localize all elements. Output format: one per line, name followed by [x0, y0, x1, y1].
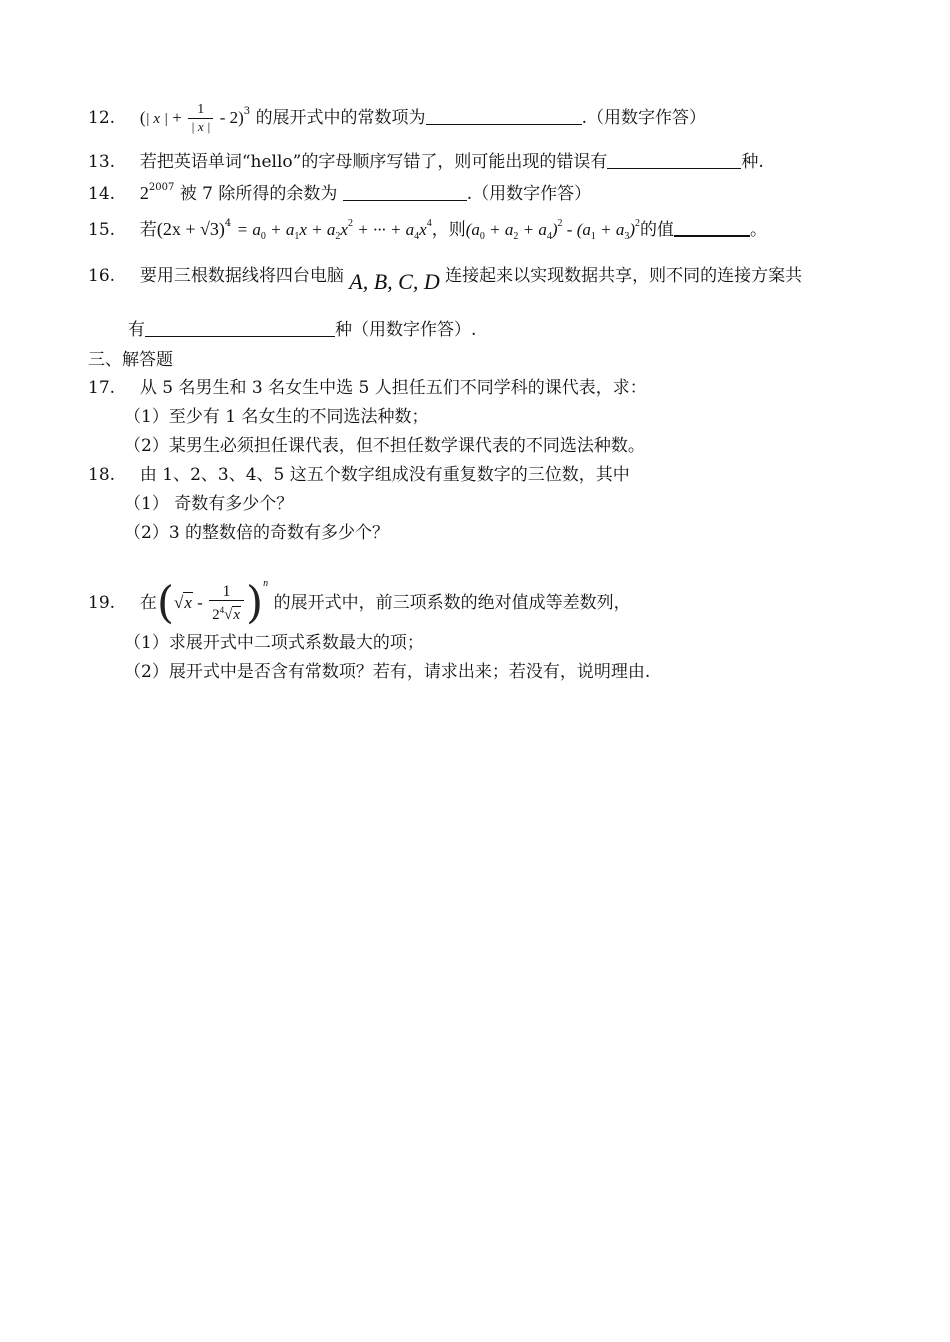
- formula-sub: 4: [414, 231, 420, 242]
- formula-sub: 0: [479, 231, 485, 242]
- formula-rhs: [236, 218, 432, 242]
- fraction-denominator: | x |: [188, 118, 213, 135]
- question-mid: ，则: [431, 220, 466, 240]
- formula-plus: +: [167, 108, 187, 127]
- formula-sub: 2: [335, 231, 341, 242]
- formula-lhs-exponent: 4: [224, 218, 232, 229]
- question-number: 13.: [88, 152, 116, 172]
- question-tail: 种.: [741, 152, 764, 172]
- question-text: 的展开式中的常数项为: [255, 108, 426, 128]
- formula-part: + a: [518, 220, 547, 239]
- formula-part: x + a: [299, 220, 336, 239]
- question-text-continued: 连接起来以实现数据共享，则不同的连接方案共: [445, 266, 803, 286]
- formula-paren-open: (: [156, 577, 175, 629]
- question-19: [88, 562, 631, 629]
- formula-sub: 1: [294, 231, 300, 242]
- formula-part: (a: [465, 220, 480, 239]
- question-16: [88, 264, 802, 294]
- formula-part: + a: [484, 220, 514, 239]
- question-13: [88, 150, 764, 174]
- formula-sup: 2: [557, 218, 563, 229]
- question-number: 14.: [88, 184, 116, 204]
- formula-sub: 4: [546, 231, 552, 242]
- question-number: 15.: [88, 220, 116, 240]
- answer-blank[interactable]: [607, 152, 741, 169]
- section-title: 三、解答题: [88, 350, 173, 370]
- answer-blank[interactable]: [426, 108, 582, 125]
- fraction-numerator: 1: [222, 582, 231, 600]
- question-number: 18.: [88, 465, 116, 485]
- question-number: 16.: [88, 266, 116, 286]
- question-text: 的值: [640, 220, 675, 240]
- question-number: 17.: [88, 378, 116, 398]
- question-text: 被 7 除所得的余数为: [179, 184, 338, 204]
- question-16-line-2: [128, 318, 476, 342]
- formula-lhs: (2x + √3): [156, 219, 225, 239]
- formula-part: x: [419, 220, 427, 239]
- question-12: [88, 100, 706, 135]
- formula-sup: 2: [635, 218, 641, 229]
- fraction-denominator: [209, 600, 244, 624]
- formula-part: ): [551, 220, 558, 239]
- formula-sub: 2: [513, 231, 519, 242]
- question-text: 若把英语单词“hello”的字母顺序写错了，则可能出现的错误有: [139, 152, 608, 172]
- formula-part: - (a: [562, 220, 591, 239]
- formula-sup: 2: [347, 218, 353, 229]
- formula-part: + ··· + a: [352, 220, 415, 239]
- question-text: 从 5 名男生和 3 名女生中选 5 人担任五们不同学科的课代表，求：: [139, 378, 647, 398]
- answer-blank[interactable]: [674, 219, 750, 237]
- formula-exponent: 2007: [148, 182, 175, 193]
- question-18-part-1: （1） 奇数有多少个？: [124, 494, 294, 514]
- formula-part: x: [340, 220, 348, 239]
- question-17: [88, 376, 647, 400]
- answer-blank[interactable]: [145, 320, 335, 337]
- formula-base: 2: [139, 183, 149, 203]
- question-15: [88, 212, 767, 249]
- question-17-part-2: （2）某男生必须担任课代表，但不担任数学课代表的不同选法种数。: [124, 436, 645, 456]
- formula-expression: [465, 218, 641, 242]
- formula-sub: 1: [590, 231, 596, 242]
- question-text: 要用三根数据线将四台电脑: [139, 266, 344, 286]
- formula-minus: -: [192, 593, 208, 612]
- question-18-part-2: （2）3 的整数倍的奇数有多少个？: [124, 523, 390, 543]
- root-sign: √: [224, 606, 233, 623]
- question-tail: .（用数字作答）: [581, 108, 706, 128]
- root-radicand: x: [233, 606, 240, 623]
- question-19-part-2: （2）展开式中是否含有常数项？若有，请求出来；若没有，说明理由.: [124, 662, 651, 682]
- question-text: 的展开式中，前三项系数的绝对值成等差数列，: [273, 593, 631, 613]
- formula-vars: A, B, C, D: [349, 269, 440, 294]
- formula-exponent: n: [263, 578, 269, 589]
- formula-paren-close: ): [246, 577, 264, 629]
- formula-exponent: 3: [243, 106, 251, 117]
- question-tail: .（用数字作答）: [466, 184, 592, 204]
- question-tail: 种（用数字作答）.: [335, 320, 477, 340]
- fraction-den-coef: 2: [212, 606, 220, 623]
- fraction-numerator: 1: [197, 102, 205, 117]
- formula-part: + a: [595, 220, 625, 239]
- question-lead: 有: [128, 320, 145, 340]
- question-18: [88, 463, 630, 487]
- question-number: 12.: [88, 108, 116, 128]
- question-number: 19.: [88, 593, 116, 613]
- formula-part: ): [629, 220, 636, 239]
- question-19-part-1: （1）求展开式中二项式系数最大的项；: [124, 633, 424, 653]
- question-17-part-1: （1）至少有 1 名女生的不同选法种数；: [124, 407, 429, 427]
- question-tail: 。: [750, 220, 768, 240]
- question-14: [88, 176, 591, 206]
- formula-part: = a: [236, 220, 261, 239]
- answer-blank[interactable]: [343, 184, 467, 201]
- formula-abs-x: | x |: [145, 111, 168, 127]
- formula-sup: 4: [426, 218, 432, 229]
- formula-sub: 0: [260, 231, 266, 242]
- question-lead: 若: [139, 220, 157, 240]
- formula-fraction: [188, 102, 213, 135]
- formula-part: + a: [265, 220, 295, 239]
- sqrt-radicand: x: [184, 593, 192, 612]
- formula-sub: 3: [624, 231, 630, 242]
- question-text: 由 1、2、3、4、5 这五个数字组成没有重复数字的三位数，其中: [139, 465, 630, 485]
- formula-fraction: [209, 584, 244, 624]
- formula-minus-two: - 2): [215, 108, 244, 127]
- formula-open: (: [139, 108, 146, 127]
- formula-sqrt: [174, 592, 193, 612]
- question-lead: 在: [139, 593, 157, 613]
- root-index: 4: [219, 604, 225, 615]
- sqrt-sign: √: [174, 593, 184, 612]
